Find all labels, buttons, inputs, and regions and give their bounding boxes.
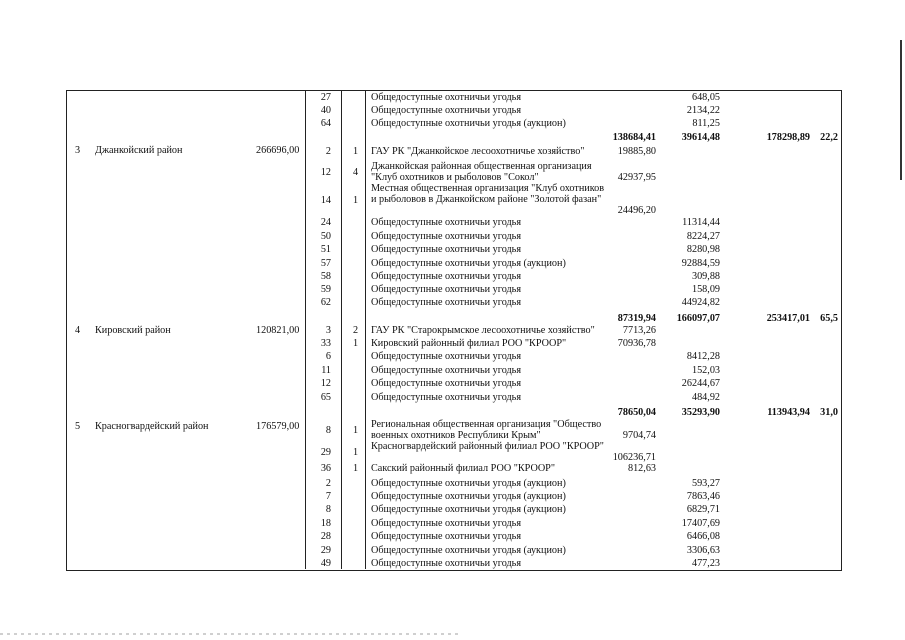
row-number: 40 [320, 105, 331, 116]
district-index: 3 [75, 145, 81, 156]
row-value-secondary: 3306,63 [686, 545, 720, 556]
row-number: 2 [325, 146, 331, 157]
row-subnumber: 1 [353, 463, 359, 474]
row-name: Красногвардейский районный филиал РОО "КРООР" [371, 441, 604, 452]
row-name: Общедоступные охотничьи угодья (аукцион) [371, 504, 566, 515]
total-value: 22,2 [820, 132, 838, 143]
row-subnumber: 1 [353, 447, 359, 458]
row-value-secondary: 2134,22 [686, 105, 720, 116]
row-name: Общедоступные охотничьи угодья [371, 284, 522, 295]
row-name: Общедоступные охотничьи угодья [371, 244, 522, 255]
total-value: 39614,48 [681, 132, 720, 143]
row-number: 36 [320, 463, 331, 474]
row-number: 51 [320, 244, 331, 255]
total-value: 65,5 [820, 313, 838, 324]
row-name: Местная общественная организация "Клуб охотников и рыболовов в Джанкойском районе "Золотой фазан" [371, 183, 605, 205]
row-value-secondary: 44924,82 [681, 297, 720, 308]
row-number: 14 [320, 195, 331, 206]
row-name: Кировский районный филиал РОО "КРООР" [371, 338, 567, 349]
column-divider [341, 90, 342, 569]
row-name: Общедоступные охотничьи угодья (аукцион) [371, 118, 566, 129]
row-value-secondary: 593,27 [691, 478, 720, 489]
row-value-primary: 24496,20 [617, 205, 656, 216]
row-value-primary: 7713,26 [622, 325, 656, 336]
row-number: 18 [320, 518, 331, 529]
row-value-secondary: 17407,69 [681, 518, 720, 529]
row-value-primary: 9704,74 [622, 430, 656, 441]
row-number: 29 [320, 447, 331, 458]
total-value: 31,0 [820, 407, 838, 418]
row-value-primary: 42937,95 [617, 172, 656, 183]
row-value-secondary: 158,09 [691, 284, 720, 295]
row-name: Общедоступные охотничьи угодья [371, 378, 522, 389]
row-number: 11 [321, 365, 331, 376]
total-value: 78650,04 [617, 407, 656, 418]
row-name: Джанкойская районная общественная организация "Клуб охотников и рыболовов "Сокол" [371, 161, 592, 183]
row-value-secondary: 7863,46 [686, 491, 720, 502]
row-value-primary: 70936,78 [617, 338, 656, 349]
row-value-secondary: 152,03 [691, 365, 720, 376]
row-name: Общедоступные охотничьи угодья [371, 271, 522, 282]
row-name: Общедоступные охотничьи угодья (аукцион) [371, 491, 566, 502]
row-subnumber: 2 [353, 325, 359, 336]
row-name: Региональная общественная организация "Общество военных охотников Республики Крым" [371, 419, 602, 441]
row-name: Общедоступные охотничьи угодья [371, 92, 522, 103]
row-number: 8 [325, 504, 331, 515]
row-name: ГАУ РК "Джанкойское лесоохотничье хозяйство" [371, 146, 585, 157]
row-number: 6 [325, 351, 331, 362]
row-subnumber: 1 [353, 146, 359, 157]
total-value: 113943,94 [767, 407, 810, 418]
row-number: 12 [320, 167, 331, 178]
row-number: 24 [320, 217, 331, 228]
row-value-secondary: 8224,27 [686, 231, 720, 242]
row-name: Общедоступные охотничьи угодья [371, 217, 522, 228]
row-number: 8 [325, 425, 331, 436]
row-value-primary: 106236,71 [612, 452, 656, 463]
row-number: 64 [320, 118, 331, 129]
row-value-secondary: 8412,28 [686, 351, 720, 362]
row-value-secondary: 484,92 [691, 392, 720, 403]
row-name: Общедоступные охотничьи угодья [371, 558, 522, 569]
row-name: ГАУ РК "Старокрымское лесоохотничье хозяйство" [371, 325, 595, 336]
row-subnumber: 1 [353, 195, 359, 206]
row-number: 28 [320, 531, 331, 542]
district-area: 266696,00 [256, 145, 300, 156]
total-value: 178298,89 [766, 132, 810, 143]
row-name: Общедоступные охотничьи угодья [371, 297, 522, 308]
total-value: 138684,41 [612, 132, 656, 143]
row-name: Общедоступные охотничьи угодья (аукцион) [371, 478, 566, 489]
total-value: 253417,01 [766, 313, 810, 324]
row-name: Общедоступные охотничьи угодья [371, 365, 522, 376]
row-value-secondary: 648,05 [691, 92, 720, 103]
total-value: 166097,07 [676, 313, 720, 324]
total-value: 35293,90 [681, 407, 720, 418]
row-number: 3 [325, 325, 331, 336]
row-value-primary: 19885,80 [617, 146, 656, 157]
row-subnumber: 1 [353, 338, 359, 349]
row-number: 12 [320, 378, 331, 389]
row-number: 27 [320, 92, 331, 103]
row-name: Общедоступные охотничьи угодья [371, 518, 522, 529]
row-number: 33 [320, 338, 331, 349]
row-value-secondary: 6829,71 [686, 504, 720, 515]
district-index: 4 [75, 325, 81, 336]
row-name: Общедоступные охотничьи угодья (аукцион) [371, 545, 566, 556]
row-value-secondary: 11314,44 [682, 217, 720, 228]
row-value-secondary: 811,25 [692, 118, 720, 129]
scan-edge-line [900, 40, 902, 180]
total-value: 87319,94 [617, 313, 656, 324]
row-number: 62 [320, 297, 331, 308]
row-value-primary: 812,63 [627, 463, 656, 474]
row-name: Общедоступные охотничьи угодья [371, 531, 522, 542]
row-name: Общедоступные охотничьи угодья [371, 105, 522, 116]
row-number: 50 [320, 231, 331, 242]
row-subnumber: 1 [353, 425, 359, 436]
row-value-secondary: 26244,67 [681, 378, 720, 389]
district-area: 176579,00 [256, 421, 300, 432]
district-index: 5 [75, 421, 81, 432]
row-value-secondary: 6466,08 [686, 531, 720, 542]
row-number: 65 [320, 392, 331, 403]
row-number: 59 [320, 284, 331, 295]
row-name: Общедоступные охотничьи угодья [371, 392, 522, 403]
row-value-secondary: 477,23 [691, 558, 720, 569]
row-subnumber: 4 [353, 167, 359, 178]
row-number: 49 [320, 558, 331, 569]
district-name: Красногвардейский район [95, 421, 209, 432]
scan-artifact-line [0, 633, 460, 635]
row-value-secondary: 8280,98 [686, 244, 720, 255]
district-name: Джанкойский район [95, 145, 183, 156]
row-value-secondary: 309,88 [691, 271, 720, 282]
row-number: 7 [325, 491, 331, 502]
district-area: 120821,00 [256, 325, 300, 336]
row-name: Общедоступные охотничьи угодья [371, 231, 522, 242]
row-number: 57 [320, 258, 331, 269]
row-name: Общедоступные охотничьи угодья (аукцион) [371, 258, 566, 269]
column-divider [365, 90, 366, 569]
row-number: 2 [325, 478, 331, 489]
row-value-secondary: 92884,59 [681, 258, 720, 269]
row-name: Общедоступные охотничьи угодья [371, 351, 522, 362]
district-name: Кировский район [95, 325, 171, 336]
row-name: Сакский районный филиал РОО "КРООР" [371, 463, 556, 474]
row-number: 58 [320, 271, 331, 282]
row-number: 29 [320, 545, 331, 556]
